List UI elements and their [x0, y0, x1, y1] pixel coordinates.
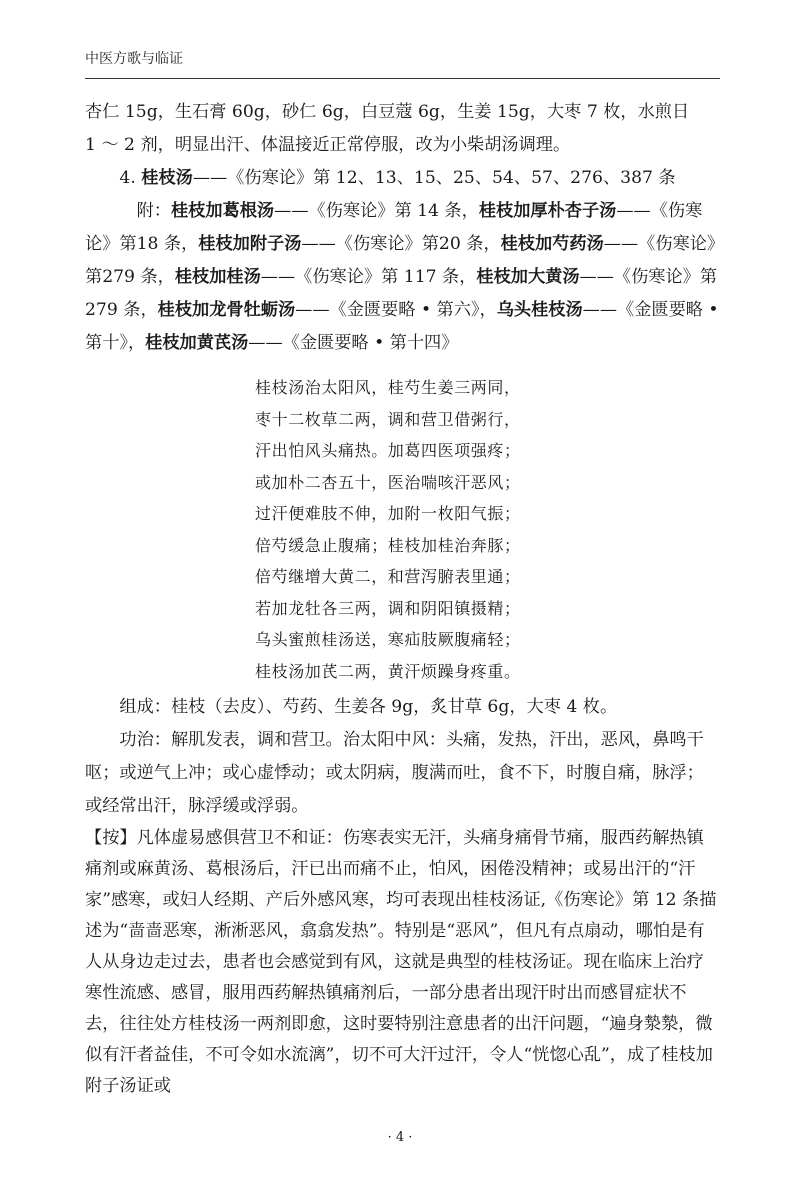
- appendix-paragraph: [85, 195, 720, 360]
- verse-line: 倍芍继增大黄二，和营泻腑表里通；: [255, 567, 521, 586]
- section-number: 4.: [119, 168, 136, 188]
- verse-line: 或加朴二杏五十，医治喘咳汗恶风；: [255, 472, 521, 492]
- formula-verse: [85, 372, 720, 687]
- section-heading: [85, 162, 720, 195]
- appendix-reference: ——《伤寒论》第 279 条，: [85, 267, 718, 320]
- verse-line: 桂枝汤加芪二两，黄汗烦躁身疼重。: [255, 661, 521, 681]
- prev-paragraph-line-2: 1 ～ 2 剂，明显出汗、体温接近正常停服，改为小柴胡汤调理。: [85, 135, 571, 155]
- appendix-reference: ——《伤寒论》第 117 条，: [260, 267, 477, 287]
- appendix-reference: ——《伤寒论》第 14 条，: [274, 201, 479, 221]
- verse-line: 汗出怕风头痛热。加葛四医项强疼；: [255, 441, 521, 460]
- verse-line: 倍芍缓急止腹痛；桂枝加桂治奔豚；: [255, 535, 521, 555]
- running-header: 中医方歌与临证: [85, 51, 183, 67]
- prev-paragraph-line-1: 杏仁 15g，生石膏 60g，砂仁 6g，白豆蔻 6g，生姜 15g，大枣 7 枚，水煎日: [85, 102, 690, 122]
- appendix-lead: 附：: [136, 201, 171, 221]
- appendix-reference: ——《伤寒论》第279 条，: [85, 234, 716, 287]
- header-rule: [85, 78, 720, 79]
- verse-line: 桂枝汤治太阳风，桂芍生姜三两同，: [255, 378, 521, 397]
- section-formula-name: 桂枝汤: [141, 168, 193, 188]
- appendix-formula-name: 桂枝加黄芪汤: [145, 333, 249, 353]
- appendix-reference: ——《伤寒论》第18 条，: [85, 201, 703, 254]
- appendix-formula-name: 桂枝加桂汤: [174, 267, 261, 287]
- verse-line: 乌头蜜煎桂汤送，寒疝肢厥腹痛轻；: [255, 630, 521, 649]
- appendix-reference: ——《金匮要略 • 第六》，: [295, 300, 497, 320]
- appendix-reference: ——《金匮要略 • 第十》，: [85, 300, 719, 353]
- appendix-reference: ——《伤寒论》第20 条，: [301, 234, 501, 254]
- indications-paragraph: 功治：解肌发表，调和营卫。治太阳中风：头痛，发热，汗出，恶风，鼻鸣干呕；或逆气上冲；或心虚悸动；或太阴病，腹满而吐，食不下，时腹自痛，脉浮；或经常出汗，脉浮缓或浮弱。: [85, 730, 704, 816]
- appendix-formula-name: 桂枝加龙骨牡蛎汤: [157, 300, 296, 320]
- composition-paragraph: 组成：桂枝（去皮）、芍药、生姜各 9g，炙甘草 6g，大枣 4 枚。: [119, 697, 618, 717]
- page-number: · 4 ·: [387, 1130, 413, 1145]
- appendix-formula-name: 桂枝加芍药汤: [500, 234, 604, 254]
- commentary-paragraph: 【按】凡体虚易感俱营卫不和证：伤寒表实无汗，头痛身痛骨节痛，服西药解热镇痛剂或麻黄汤、葛根汤后，汗已出而痛不止，怕风，困倦没精神；或易出汗的“汗家”感寒，或妇人经期、产后外感风寒，均可表现出桂枝汤证,《伤寒论》第 12 条描述为“啬啬恶寒，淅淅恶风，翕翕发热”。特别是“恶风”，但凡有点扇动，哪怕是有人从身边走过去，患者也会感觉到有风，这就是典型的桂枝汤证。现在临床上治疗寒性流感、感冒，服用西药解热镇痛剂后，一部分患者出现汗时出而感冒症状不去，往往处方桂枝汤一两剂即愈，这时要特别注意患者的出汗问题，“遍身漐漐，微似有汗者益佳，不可令如水流漓”，切不可大汗过汗，令人“恍惚心乱”，成了桂枝加附子汤证或: [85, 828, 717, 1096]
- section-reference: ——《伤寒论》第 12、13、15、25、54、57、276、387 条: [192, 168, 676, 188]
- verse-line: 若加龙牡各三两，调和阴阳镇摄精；: [255, 598, 521, 618]
- appendix-formula-name: 桂枝加大黄汤: [476, 267, 580, 287]
- appendix-formula-name: 桂枝加厚朴杏子汤: [478, 201, 617, 221]
- verse-line: 枣十二枚草二两，调和营卫借粥行，: [255, 409, 521, 429]
- verse-line: 过汗便难肢不伸，加附一枚阳气振；: [255, 504, 521, 523]
- appendix-formula-name: 乌头桂枝汤: [496, 300, 583, 320]
- page-body: [85, 96, 720, 1102]
- appendix-reference: ——《金匮要略 • 第十四》: [248, 333, 459, 353]
- appendix-formula-name: 桂枝加葛根汤: [170, 201, 275, 221]
- appendix-formula-name: 桂枝加附子汤: [198, 234, 302, 254]
